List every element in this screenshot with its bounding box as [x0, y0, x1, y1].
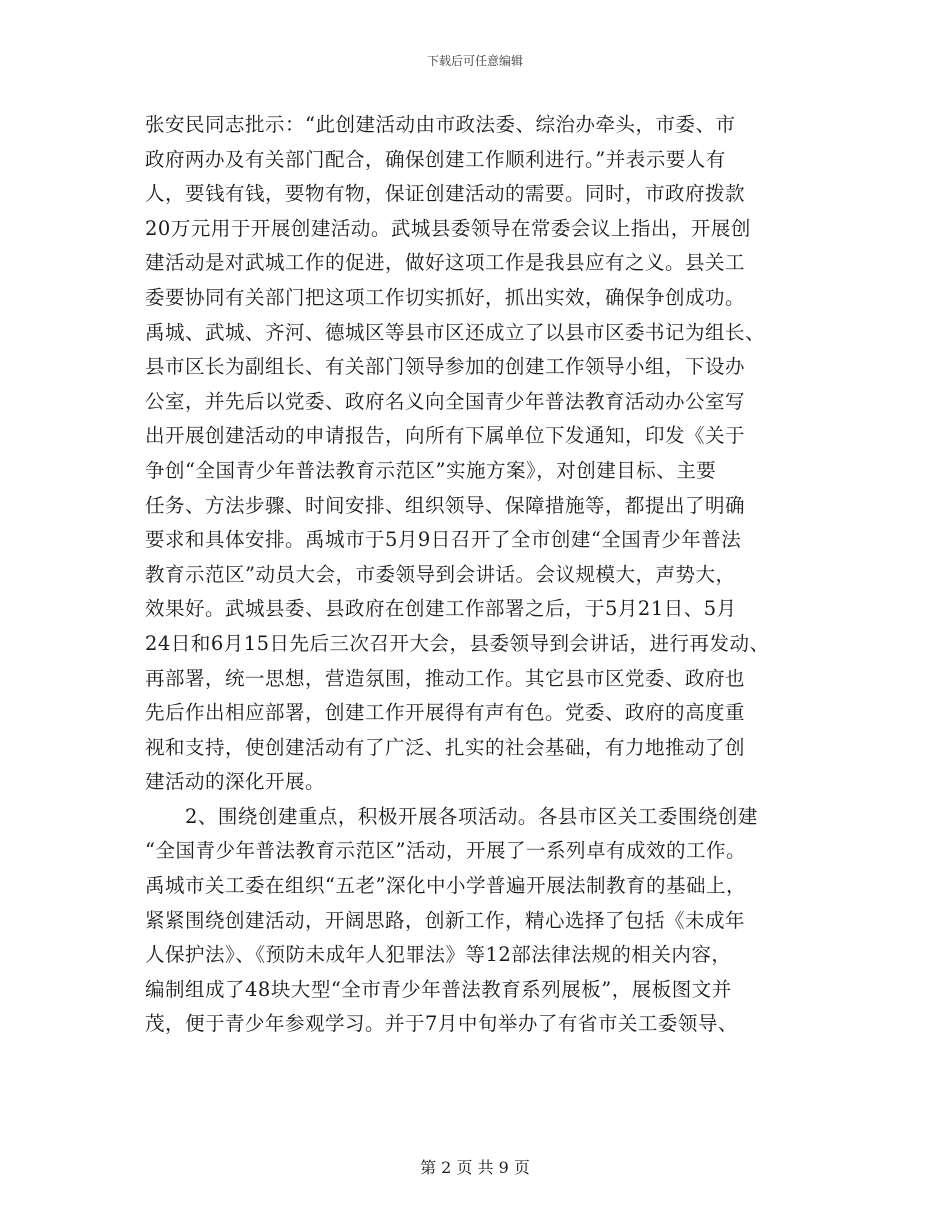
text-line: 任务、方法步骤、时间安排、组织领导、保障措施等，都提出了明确: [145, 493, 746, 517]
text-line: 茂，便于青少年参观学习。并于7月中旬举办了有省市关工委领导、: [145, 1012, 738, 1036]
page-header-note: 下载后可任意编辑: [426, 54, 523, 68]
text-line: 人，要钱有钱，要物有物，保证创建活动的需要。同时，市政府拨款: [145, 182, 746, 206]
text-line: 20万元用于开展创建活动。武城县委领导在常委会议上指出，开展创: [145, 216, 751, 240]
text-line: 人保护法》、《预防未成年人犯罪法》等12部法律法规的相关内容，: [145, 943, 732, 967]
text-line: “全国青少年普法教育示范区”活动，开展了一系列卓有成效的工作。: [145, 839, 746, 863]
text-line: 建活动是对武城工作的促进，做好这项工作是我县应有之义。县关工: [145, 251, 746, 275]
text-line: 禹城市关工委在组织“五老”深化中小学普遍开展法制教育的基础上，: [145, 874, 746, 898]
text-line: 县市区长为副组长、有关部门领导参加的创建工作领导小组，下设办: [145, 355, 746, 379]
text-line: 视和支持，使创建活动有了广泛、扎实的社会基础，有力地推动了创: [145, 735, 746, 759]
text-line: 紧紧围绕创建活动，开阔思路，创新工作，精心选择了包括《未成年: [145, 908, 746, 932]
text-line: 政府两办及有关部门配合，确保创建工作顺利进行。”并表示要人有: [145, 147, 726, 171]
text-line: 要求和具体安排。禹城市于5月9日召开了全市创建“全国青少年普法: [145, 528, 742, 552]
text-line: 编制组成了48块大型“全市青少年普法教育系列展板”，展板图文并: [145, 977, 732, 1001]
text-line: 先后作出相应部署，创建工作开展得有声有色。党委、政府的高度重: [145, 701, 746, 725]
text-line: 禹城、武城、齐河、德城区等县市区还成立了以县市区委书记为组长、: [145, 320, 766, 344]
text-line: 公室，并先后以党委、政府名义向全国青少年普法教育活动办公室写: [145, 389, 746, 413]
text-line: 24日和6月15日先后三次召开大会，县委领导到会讲话，进行再发动、: [145, 631, 770, 655]
text-line: 出开展创建活动的申请报告，向所有下属单位下发通知，印发《关于: [145, 424, 746, 448]
page-number-footer: 第 2 页 共 9 页: [420, 1158, 530, 1177]
text-line: 再部署，统一思想，营造氛围，推动工作。其它县市区党委、政府也: [145, 666, 746, 690]
text-line: 委要协同有关部门把这项工作切实抓好，抓出实效，确保争创成功。: [145, 285, 746, 309]
text-line: 张安民同志批示：“此创建活动由市政法委、综治办牵头，市委、市: [145, 113, 736, 136]
text-line: 2、围绕创建重点，积极开展各项活动。各县市区关工委围绕创建: [145, 804, 758, 828]
text-line: 建活动的深化开展。: [145, 770, 326, 794]
document-body: [145, 108, 825, 1042]
text-line: 争创“全国青少年普法教育示范区”实施方案》，对创建目标、主要: [145, 458, 717, 482]
text-line: 教育示范区”动员大会，市委领导到会讲话。会议规模大，声势大，: [145, 562, 736, 586]
text-line: 效果好。武城县委、县政府在创建工作部署之后，于5月21日、5月: [145, 597, 737, 621]
